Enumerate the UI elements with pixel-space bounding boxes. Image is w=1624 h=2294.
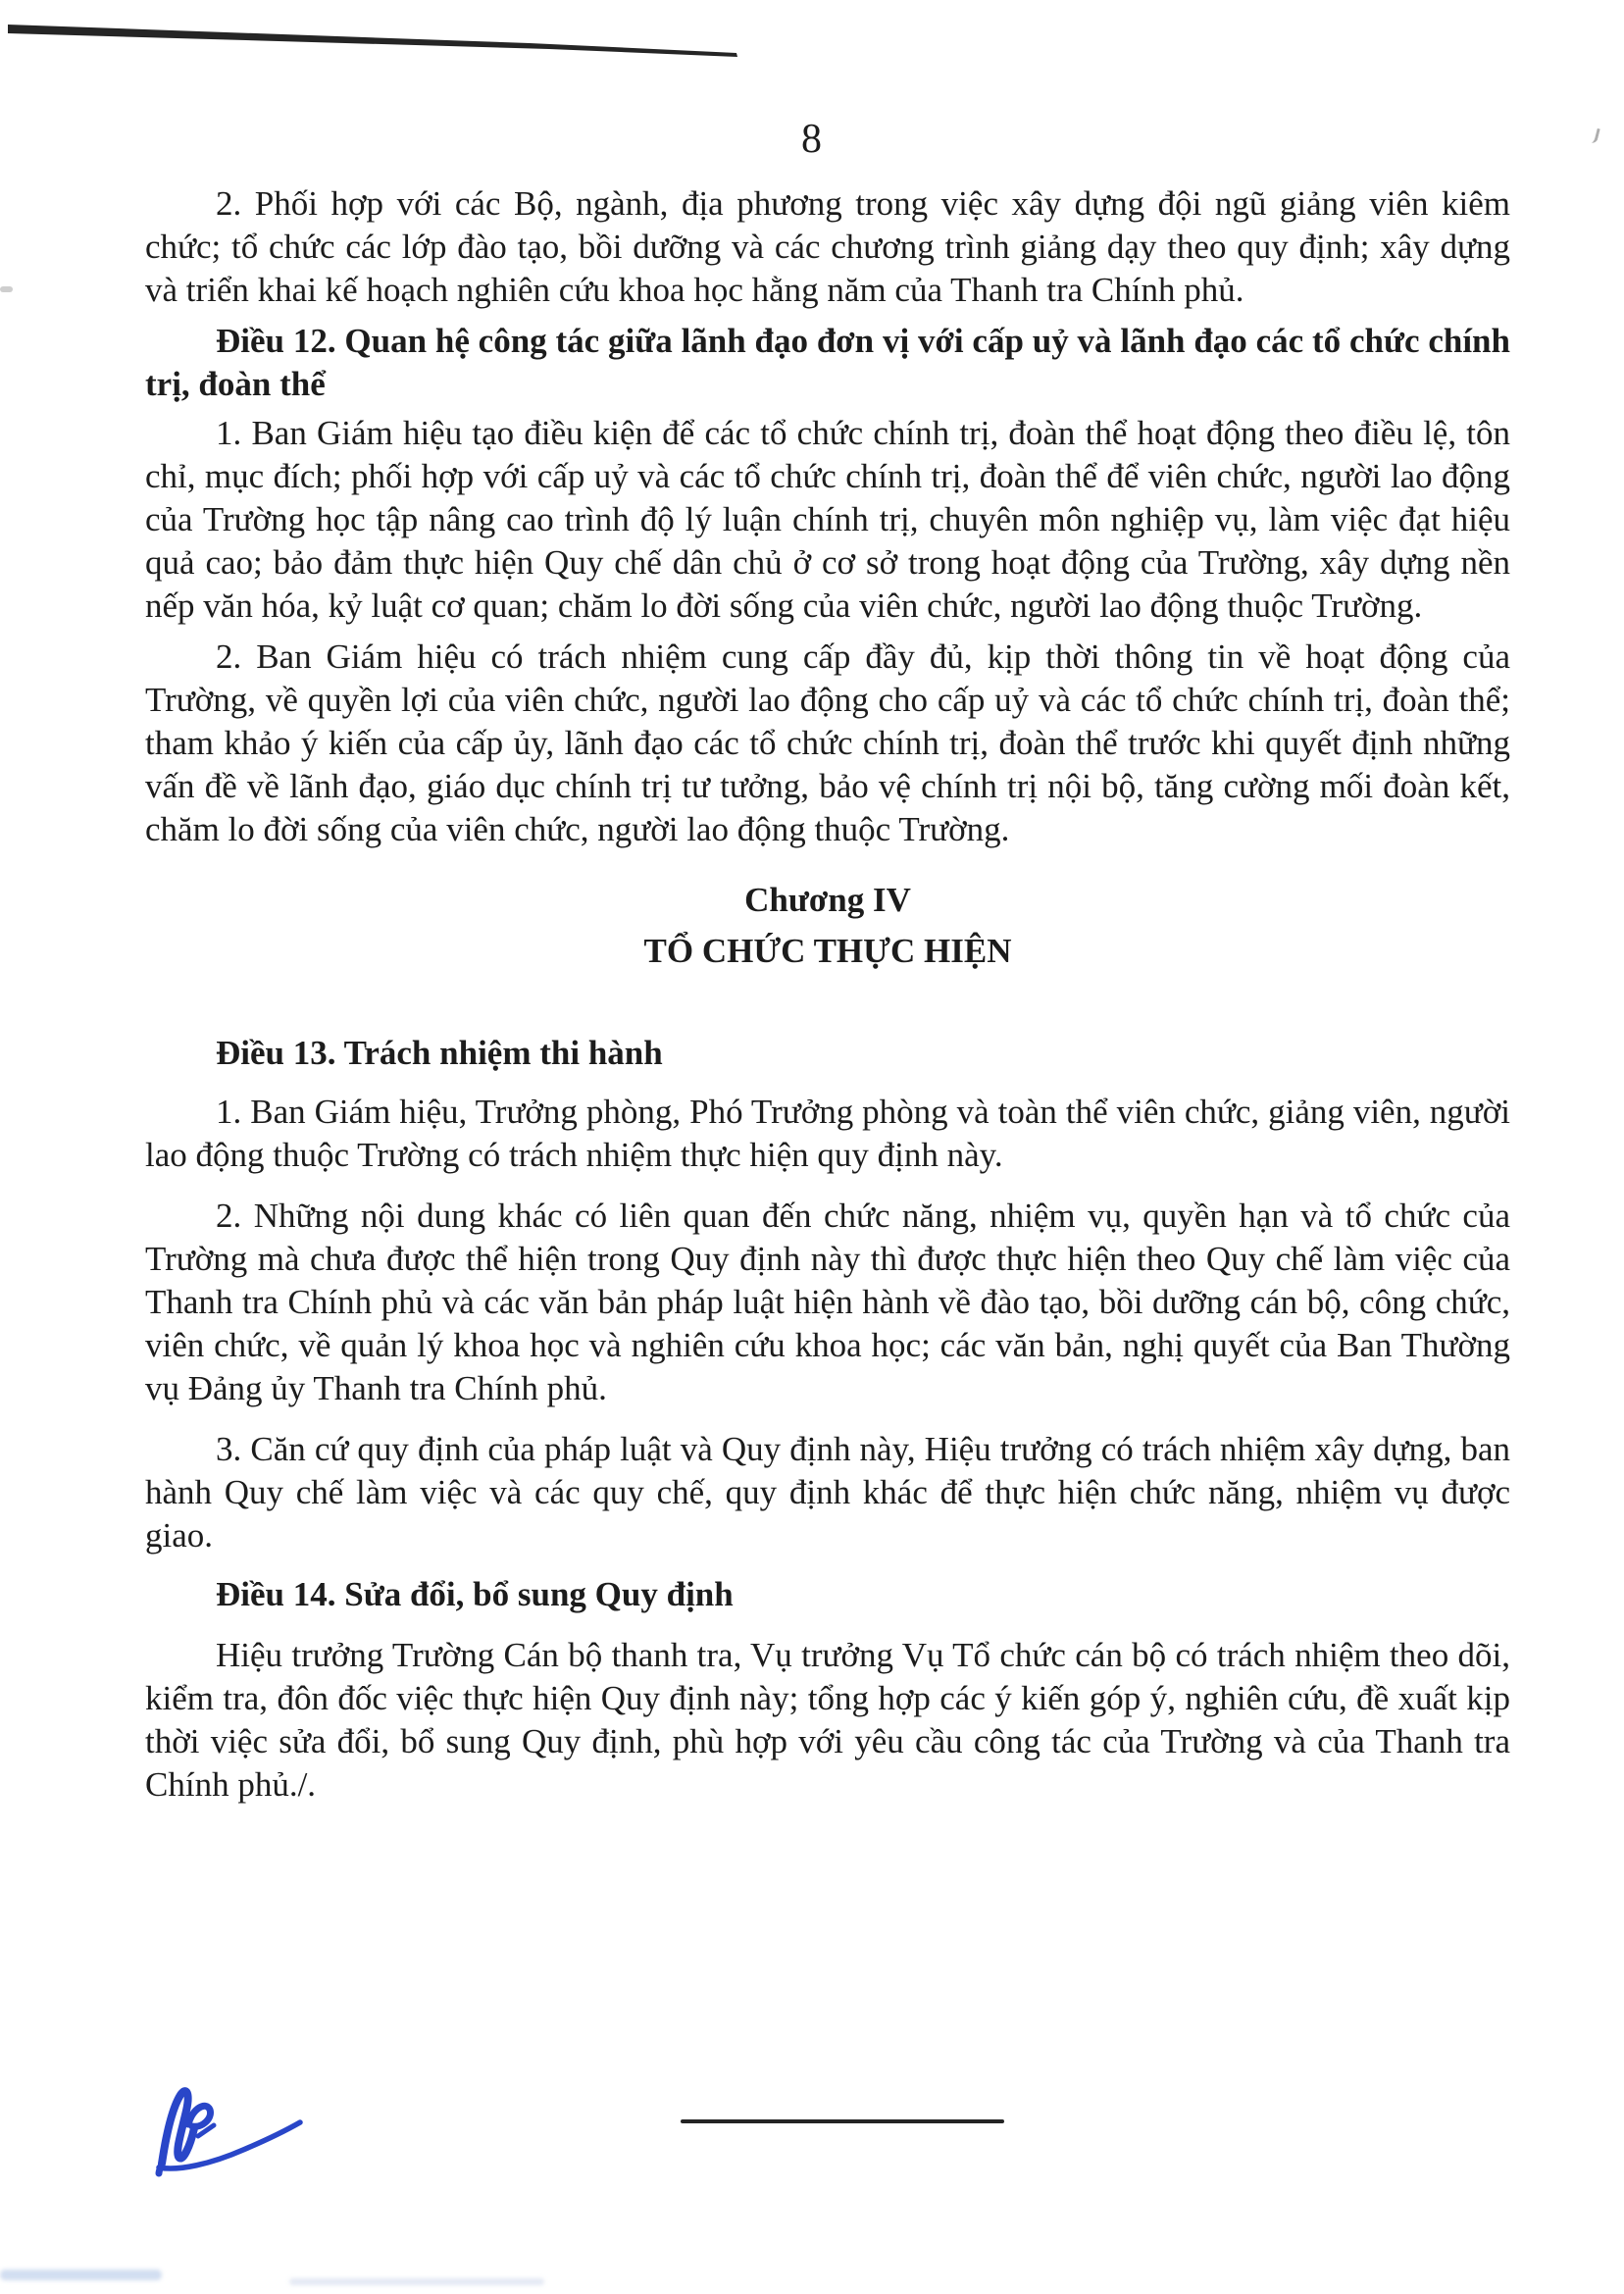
scan-artifact-left-mark [0,286,13,292]
article-12-heading: Điều 12. Quan hệ công tác giữa lãnh đạo đơn vị với cấp uỷ và lãnh đạo các tổ chức chính trị, đoàn thể [145,322,1510,403]
chapter-label: Chương IV [744,881,911,919]
paragraph-clause-11-2: 2. Phối hợp với các Bộ, ngành, địa phương trong việc xây dựng đội ngũ giảng viên kiêm chức; tổ chức các lớp đào tạo, bồi dưỡng và các chương trình giảng dạy theo quy định; xây dựng và triển khai kế hoạch nghiên cứu khoa học hằng năm của Thanh tra Chính phủ. [145,184,1510,309]
article-14-heading: Điều 14. Sửa đổi, bổ sung Quy định [216,1575,734,1613]
document-body [145,182,1510,1807]
chapter-title: TỔ CHỨC THỰC HIỆN [643,932,1012,970]
scan-artifact-bottom-smudge [0,2269,162,2280]
article-13-heading: Điều 13. Trách nhiệm thi hành [216,1034,663,1072]
paragraph-clause-13-1: 1. Ban Giám hiệu, Trưởng phòng, Phó Trưởng phòng và toàn thể viên chức, giảng viên, người lao động thuộc Trường có trách nhiệm thực hiện quy định này. [145,1093,1510,1174]
page-number: 8 [801,117,823,162]
paragraph-clause-13-3: 3. Căn cứ quy định của pháp luật và Quy định này, Hiệu trưởng có trách nhiệm xây dựng, ban hành Quy chế làm việc và các quy chế, quy định khác để thực hiện chức năng, nhiệm vụ được giao. [145,1430,1510,1555]
paragraph-clause-14: Hiệu trưởng Trường Cán bộ thanh tra, Vụ trưởng Vụ Tổ chức cán bộ có trách nhiệm theo dõi, kiểm tra, đôn đốc việc thực hiện Quy định này; tổng hợp các ý kiến góp ý, nghiên cứu, đề xuất kịp thời việc sửa đổi, bổ sung Quy định, phù hợp với yêu cầu công tác của Trường và của Thanh tra Chính phủ./. [145,1636,1510,1804]
signature [129,2081,321,2184]
paragraph-clause-13-2: 2. Những nội dung khác có liên quan đến chức năng, nhiệm vụ, quyền hạn và tổ chức của Trường mà chưa được thể hiện trong Quy định này thì được thực hiện theo Quy chế làm việc của Thanh tra Chính phủ và các văn bản pháp luật hiện hành về đào tạo, bồi dưỡng cán bộ, công chức, viên chức, về quản lý khoa học và nghiên cứu khoa học; các văn bản, nghị quyết của Ban Thường vụ Đảng ủy Thanh tra Chính phủ. [145,1197,1510,1407]
paragraph-clause-12-1: 1. Ban Giám hiệu tạo điều kiện để các tổ chức chính trị, đoàn thể hoạt động theo điều lệ, tôn chỉ, mục đích; phối hợp với cấp uỷ và các tổ chức chính trị, đoàn thể để viên chức, người lao động của Trường học tập nâng cao trình độ lý luận chính trị, chuyên môn nghiệp vụ, làm việc đạt hiệu quả cao; bảo đảm thực hiện Quy chế dân chủ ở cơ sở trong hoạt động của Trường, xây dựng nền nếp văn hóa, kỷ luật cơ quan; chăm lo đời sống của viên chức, người lao động thuộc Trường. [145,414,1510,625]
end-rule [681,2119,1004,2123]
scan-artifact-top-line [0,0,1624,78]
scan-artifact-bottom-smudge [289,2278,544,2285]
signature-ink-strokes [129,2081,321,2184]
paragraph-clause-12-2: 2. Ban Giám hiệu có trách nhiệm cung cấp đầy đủ, kịp thời thông tin về hoạt động của Trường, về quyền lợi của viên chức, người lao động cho cấp uỷ và các tổ chức chính trị, đoàn thể; tham khảo ý kiến của cấp ủy, lãnh đạo các tổ chức chính trị, đoàn thể trước khi quyết định những vấn đề về lãnh đạo, giáo dục chính trị tư tưởng, bảo vệ chính trị nội bộ, tăng cường mối đoàn kết, chăm lo đời sống của viên chức, người lao động thuộc Trường. [145,637,1510,848]
